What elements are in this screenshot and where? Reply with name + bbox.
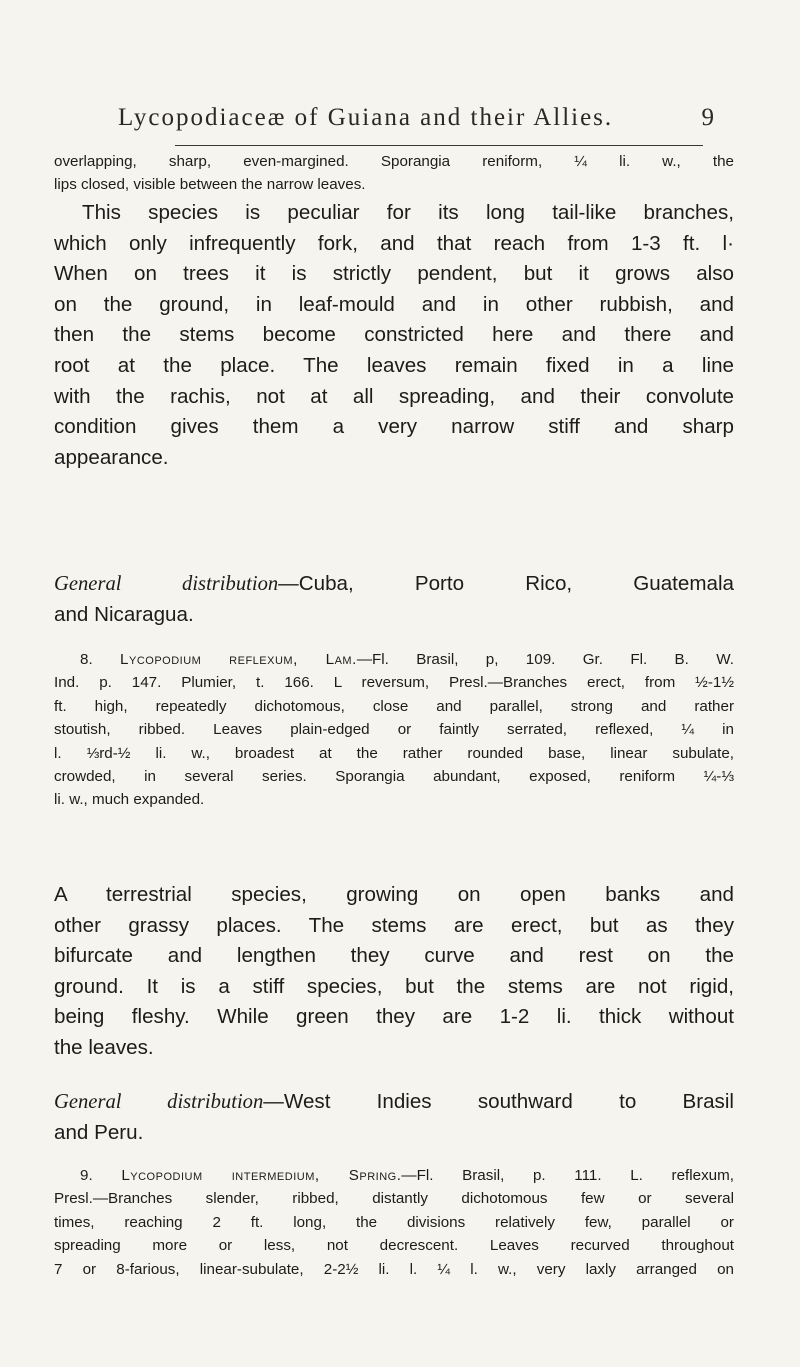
text-line: Ind. p. 147. Plumier, t. 166. L reversum, Presl.—Branches erect, from ½-1½ bbox=[54, 674, 734, 692]
text-line: spreading more or less, not decrescent. Leaves recurved throughout bbox=[54, 1237, 734, 1255]
text-line: —Fl. Brasil, p, 109. Gr. Fl. B. W. bbox=[356, 651, 734, 668]
running-title: Lycopodiaceæ of Guiana and their Allies. bbox=[118, 104, 614, 131]
text-line: ft. high, repeatedly dichotomous, close and parallel, strong and rather bbox=[54, 697, 734, 715]
species-name: Lycopodium intermedium, Spring. bbox=[121, 1167, 402, 1184]
text-line: bifurcate and lengthen they curve and rest on the bbox=[54, 944, 734, 968]
text-line: lips closed, visible between the narrow leaves. bbox=[54, 176, 366, 194]
text-line: stoutish, ribbed. Leaves plain-edged or faintly serrated, reflexed, ¼ in bbox=[54, 721, 734, 739]
species-entry-8 bbox=[54, 648, 734, 812]
text-line: which only infrequently fork, and that reach from 1-3 ft. l· bbox=[54, 231, 734, 255]
general-distribution bbox=[54, 1087, 734, 1148]
species-entry-9 bbox=[54, 1164, 734, 1281]
text-line: being fleshy. While green they are 1-2 li. thick without bbox=[54, 1005, 734, 1029]
text-line: appearance. bbox=[54, 445, 169, 469]
header-rule bbox=[175, 145, 703, 146]
text-line: with the rachis, not at all spreading, and their convolute bbox=[54, 384, 734, 408]
general-distribution bbox=[54, 569, 734, 630]
text-line: This species is peculiar for its long tail-like branches, bbox=[82, 201, 734, 224]
description-continuation bbox=[54, 150, 734, 197]
observation-paragraph bbox=[54, 198, 734, 473]
running-head bbox=[118, 104, 716, 132]
text-line: A terrestrial species, growing on open banks and bbox=[54, 883, 734, 906]
text-line: condition gives them a very narrow stiff and sharp bbox=[54, 415, 734, 439]
text-line: li. w., much expanded. bbox=[54, 791, 205, 809]
species-name: Lycopodium reflexum, Lam. bbox=[120, 651, 357, 668]
text-line: the leaves. bbox=[54, 1035, 154, 1059]
text-line: —Fl. Brasil, p. 111. L. reflexum, bbox=[401, 1167, 734, 1184]
observation-paragraph bbox=[54, 880, 734, 1064]
distribution-text: —West Indies southward to Brasil bbox=[263, 1090, 734, 1113]
text-line: and Nicaragua. bbox=[54, 602, 194, 626]
distribution-text: —Cuba, Porto Rico, Guatemala bbox=[278, 572, 734, 595]
text-line: times, reaching 2 ft. long, the divisions relatively few, parallel or bbox=[54, 1213, 734, 1231]
text-line: on the ground, in leaf-mould and in other rubbish, and bbox=[54, 292, 734, 316]
text-line: and Peru. bbox=[54, 1120, 144, 1144]
page-number: 9 bbox=[701, 104, 716, 131]
text-line: When on trees it is strictly pendent, but it grows also bbox=[54, 262, 734, 286]
text-line: l. ⅓rd-½ li. w., broadest at the rather rounded base, linear subulate, bbox=[54, 744, 734, 762]
text-line: ground. It is a stiff species, but the stems are not rigid, bbox=[54, 974, 734, 998]
text-line: crowded, in several series. Sporangia abundant, exposed, reniform ¼-⅓ bbox=[54, 768, 734, 786]
species-number: 8. bbox=[80, 651, 93, 668]
text-line: then the stems become constricted here and there and bbox=[54, 323, 734, 347]
text-line: Presl.—Branches slender, ribbed, distantly dichotomous few or several bbox=[54, 1190, 734, 1208]
text-line: other grassy places. The stems are erect, but as they bbox=[54, 913, 734, 937]
text-line: 7 or 8-farious, linear-subulate, 2-2½ li. l. ¼ l. w., very laxly arranged on bbox=[54, 1260, 734, 1278]
species-number: 9. bbox=[80, 1167, 93, 1184]
distribution-label: General distribution bbox=[54, 573, 279, 595]
distribution-label: General distribution bbox=[54, 1091, 264, 1113]
text-line: root at the place. The leaves remain fixed in a line bbox=[54, 353, 734, 377]
text-line: overlapping, sharp, even-margined. Sporangia reniform, ¼ li. w., the bbox=[54, 153, 734, 170]
